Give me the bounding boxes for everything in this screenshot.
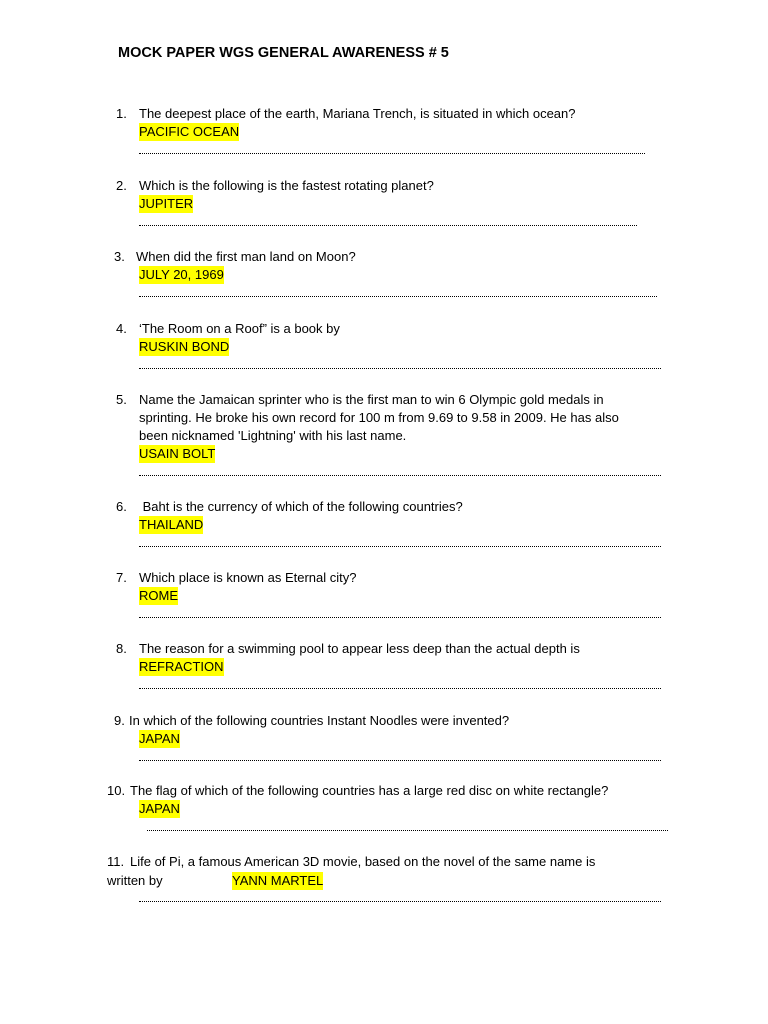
question-number: 11. xyxy=(107,854,125,869)
question-text: The reason for a swimming pool to appear less deep than the actual depth is xyxy=(139,641,580,656)
question-number: 6. xyxy=(116,499,127,514)
answer-highlight: JAPAN xyxy=(139,731,180,746)
question-text: When did the first man land on Moon? xyxy=(136,249,356,264)
answer-dotted-line xyxy=(139,760,661,761)
question-number: 1. xyxy=(116,106,127,121)
answer-highlight: ROME xyxy=(139,588,178,603)
question-number: 4. xyxy=(116,321,127,336)
answer-dotted-line xyxy=(139,901,661,902)
answer-highlight: YANN MARTEL xyxy=(232,873,324,888)
question-number: 10. xyxy=(107,783,126,798)
answer-dotted-line xyxy=(139,546,661,547)
question-text-line-1: Name the Jamaican sprinter who is the first man to win 6 Olympic gold medals in xyxy=(139,392,604,407)
page-title: MOCK PAPER WGS GENERAL AWARENESS # 5 xyxy=(118,45,449,61)
question-text: Life of Pi, a famous American 3D movie, based on the novel of the same name is xyxy=(130,854,596,869)
question-text: The flag of which of the following countries has a large red disc on white rectangle? xyxy=(130,783,609,798)
answer-dotted-line xyxy=(139,225,637,226)
answer-dotted-line xyxy=(139,688,661,689)
question-text: ‘The Room on a Roof” is a book by xyxy=(139,321,340,336)
question-number: 9. xyxy=(114,713,125,728)
answer-dotted-line xyxy=(139,368,661,369)
answer-highlight: JAPAN xyxy=(139,801,180,816)
question-text-continued: written by xyxy=(107,873,163,888)
answer-dotted-line xyxy=(139,475,661,476)
question-text: In which of the following countries Instant Noodles were invented? xyxy=(129,713,510,728)
answer-dotted-line xyxy=(139,617,661,618)
question-number: 8. xyxy=(116,641,127,656)
question-text-line-3: been nicknamed 'Lightning' with his last name. xyxy=(139,428,407,443)
question-number: 2. xyxy=(116,178,127,193)
question-text-line-2: sprinting. He broke his own record for 100 m from 9.69 to 9.58 in 2009. He has also xyxy=(139,410,619,425)
answer-highlight: REFRACTION xyxy=(139,659,224,674)
answer-highlight: THAILAND xyxy=(139,517,204,532)
answer-dotted-line xyxy=(139,296,657,297)
answer-highlight: RUSKIN BOND xyxy=(139,339,230,354)
question-number: 7. xyxy=(116,570,127,585)
question-text: Which is the following is the fastest rotating planet? xyxy=(139,178,434,193)
answer-dotted-line xyxy=(147,830,668,831)
question-text: Which place is known as Eternal city? xyxy=(139,570,357,585)
answer-highlight: USAIN BOLT xyxy=(139,446,216,461)
question-text: Baht is the currency of which of the following countries? xyxy=(139,499,463,514)
question-number: 3. xyxy=(114,249,125,264)
answer-highlight: JULY 20, 1969 xyxy=(139,267,224,282)
question-number: 5. xyxy=(116,392,127,407)
answer-highlight: PACIFIC OCEAN xyxy=(139,124,240,139)
answer-highlight: JUPITER xyxy=(139,196,194,211)
answer-dotted-line xyxy=(139,153,645,154)
question-text: The deepest place of the earth, Mariana Trench, is situated in which ocean? xyxy=(139,106,576,121)
